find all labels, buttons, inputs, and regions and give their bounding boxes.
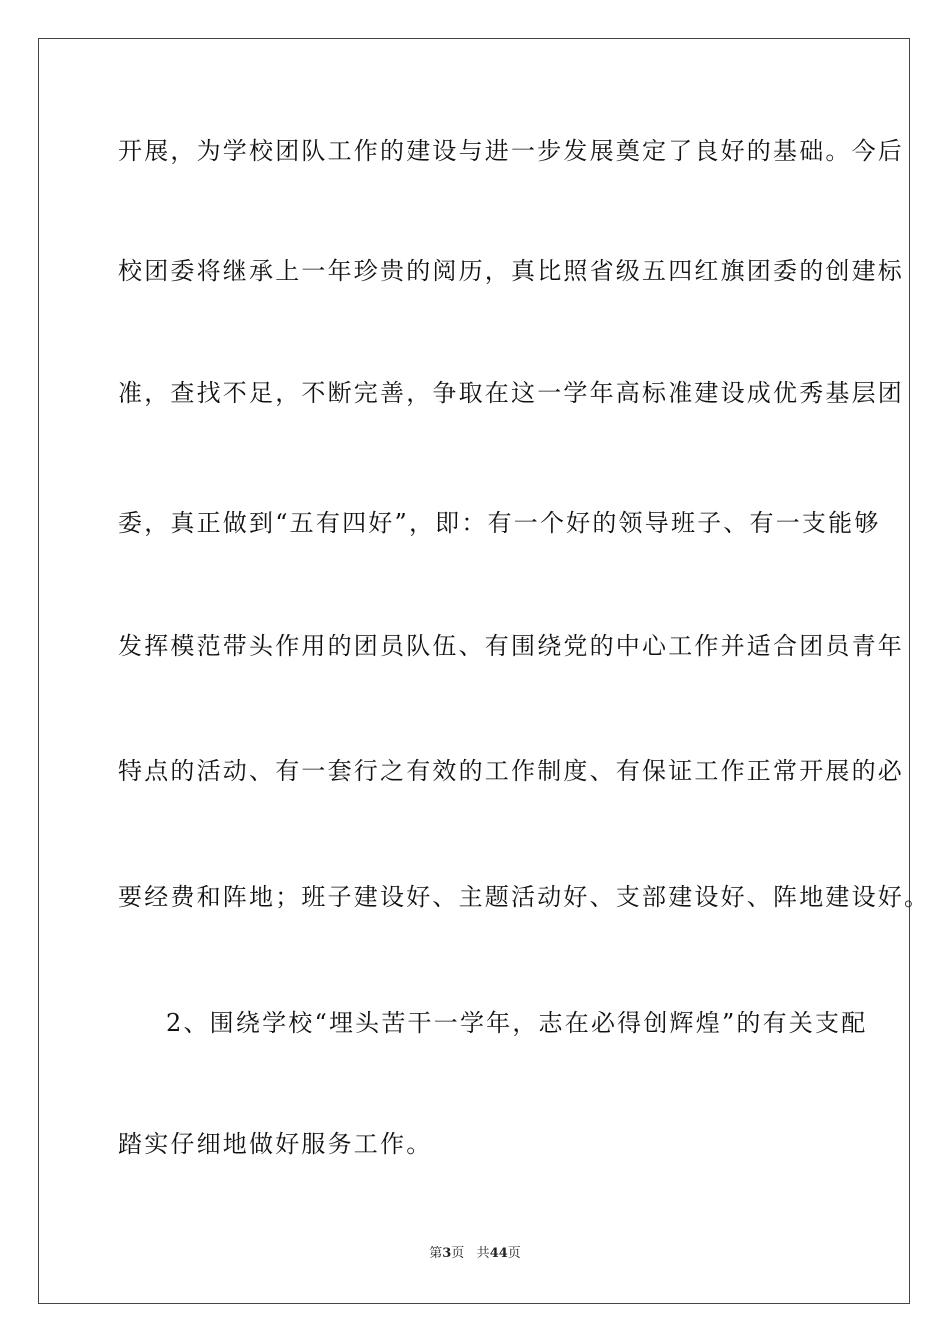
page-footer [0, 1246, 950, 1262]
page-suffix: 页 [451, 1246, 465, 1261]
paragraph-line: 准，查找不足，不断完善，争取在这一学年高标准建设成优秀基层团 [118, 379, 904, 407]
paragraph-line: 开展，为学校团队工作的建设与进一步发展奠定了良好的基础。今后 [118, 137, 904, 165]
total-prefix: 共 [476, 1246, 490, 1261]
total-pages: 44 [489, 1246, 508, 1261]
paragraph-line: 要经费和阵地；班子建设好、主题活动好、支部建设好、阵地建设好。 [118, 883, 931, 911]
page-number: 3 [442, 1246, 452, 1261]
paragraph-line: 校团委将继承上一年珍贵的阅历，真比照省级五四红旗团委的创建标 [118, 257, 904, 285]
paragraph-line: 踏实仔细地做好服务工作。 [118, 1130, 433, 1158]
paragraph-line: 2、围绕学校“埋头苦干一学年，志在必得创辉煌”的有关支配 [166, 1009, 868, 1037]
page-border [38, 38, 910, 1304]
paragraph-line: 特点的活动、有一套行之有效的工作制度、有保证工作正常开展的必 [118, 757, 904, 785]
total-suffix: 页 [507, 1246, 521, 1261]
paragraph-line: 委，真正做到“五有四好”，即：有一个好的领导班子、有一支能够 [118, 509, 881, 537]
paragraph-line: 发挥模范带头作用的团员队伍、有围绕党的中心工作并适合团员青年 [118, 632, 904, 660]
page-prefix: 第 [429, 1246, 443, 1261]
